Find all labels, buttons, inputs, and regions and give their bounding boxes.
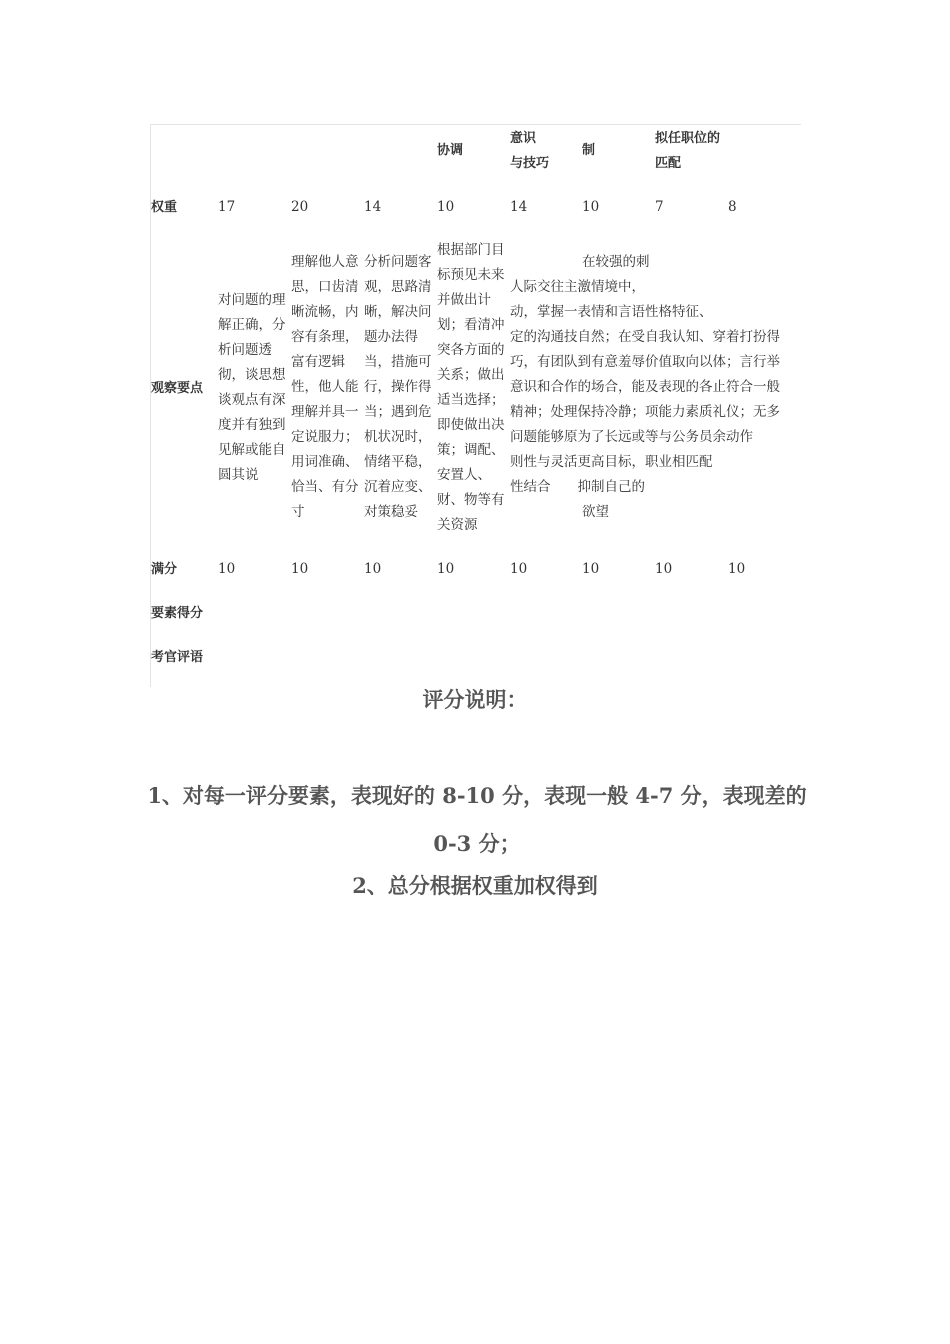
header-col-control: 制	[582, 143, 596, 158]
observe-overflow-line: 欲望	[582, 504, 609, 520]
weight-value: 7	[655, 199, 664, 215]
full-score-value: 10	[437, 561, 455, 577]
notes-item-1: 1、对每一评分要素，表现好的 8-10 分，表现一般 4-7 分，表现差的 0-3 分；	[147, 783, 807, 856]
weight-value: 10	[582, 199, 600, 215]
row-label-examiner-comments: 考官评语	[151, 650, 204, 665]
observe-overflow-line: 意识和合作的场合，能及表现的各止符合一般	[510, 379, 780, 395]
observe-overflow-line: 问题能够原为了长远或等与公务员余动作	[510, 429, 753, 445]
full-score-value: 10	[510, 561, 528, 577]
observe-cell-planning: 根据部门目标预见未来并做出计划；看清冲突各方面的关系；做出适当选择；即使做出决策；调配、安置人、财、物等有关资源	[437, 242, 505, 533]
header-col-awareness-line2: 与技巧	[510, 156, 550, 171]
observe-cell-understanding: 对问题的理解正确，分析问题透彻，谈思想谈观点有深度并有独到见解或能自圆其说	[218, 292, 286, 483]
row-label-observe: 观察要点	[151, 381, 204, 396]
header-col-job-match-line1: 拟任职位的	[655, 131, 721, 146]
observe-cell-control-top: 在较强的刺	[582, 254, 650, 270]
notes-title: 评分说明：	[422, 687, 528, 712]
full-score-value: 10	[582, 561, 600, 577]
weight-value: 20	[291, 199, 309, 215]
observe-overflow-line: 人际交往主激情境中，	[510, 279, 645, 295]
full-score-value: 10	[655, 561, 673, 577]
notes-item-2: 2、总分根据权重加权得到	[352, 873, 598, 898]
full-score-value: 10	[364, 561, 382, 577]
full-score-value: 10	[291, 561, 309, 577]
observe-overflow-line: 则性与灵活更高目标，职业相匹配	[510, 454, 713, 470]
header-col-job-match-line2: 匹配	[655, 156, 682, 171]
header-col-awareness-line1: 意识	[510, 131, 537, 146]
row-label-element-score: 要素得分	[151, 606, 204, 621]
weight-value: 14	[510, 199, 528, 215]
weight-value: 17	[218, 199, 236, 215]
header-col-coordination: 协调	[437, 143, 464, 158]
row-label-full-score: 满分	[151, 562, 178, 577]
observe-cell-analysis: 分析问题客观，思路清晰，解决问题办法得当，措施可行，操作得当；遇到危机状况时，情绪平稳，沉着应变、对策稳妥	[364, 254, 432, 520]
full-score-value: 10	[218, 561, 236, 577]
weight-value: 8	[728, 199, 737, 215]
observe-overflow-line: 精神；处理保持冷静；项能力素质礼仪；无多	[510, 404, 780, 420]
observe-overflow-line: 性结合 抑制自己的	[510, 479, 645, 495]
weight-value: 14	[364, 199, 382, 215]
row-label-weight: 权重	[151, 200, 178, 215]
observe-cell-expression: 理解他人意思，口齿清晰流畅，内容有条理，富有逻辑性，他人能理解并具一定说服力；用词准确、恰当、有分寸	[291, 254, 359, 520]
observe-overflow-line: 动，掌握一表情和言语性格特征、	[510, 304, 713, 320]
weight-value: 10	[437, 199, 455, 215]
full-score-value: 10	[728, 561, 746, 577]
observe-overflow-line: 定的沟通技自然；在受自我认知、穿着打扮得	[510, 329, 780, 345]
observe-overflow-line: 巧，有团队到有意羞辱价值取向以体；言行举	[510, 354, 780, 370]
